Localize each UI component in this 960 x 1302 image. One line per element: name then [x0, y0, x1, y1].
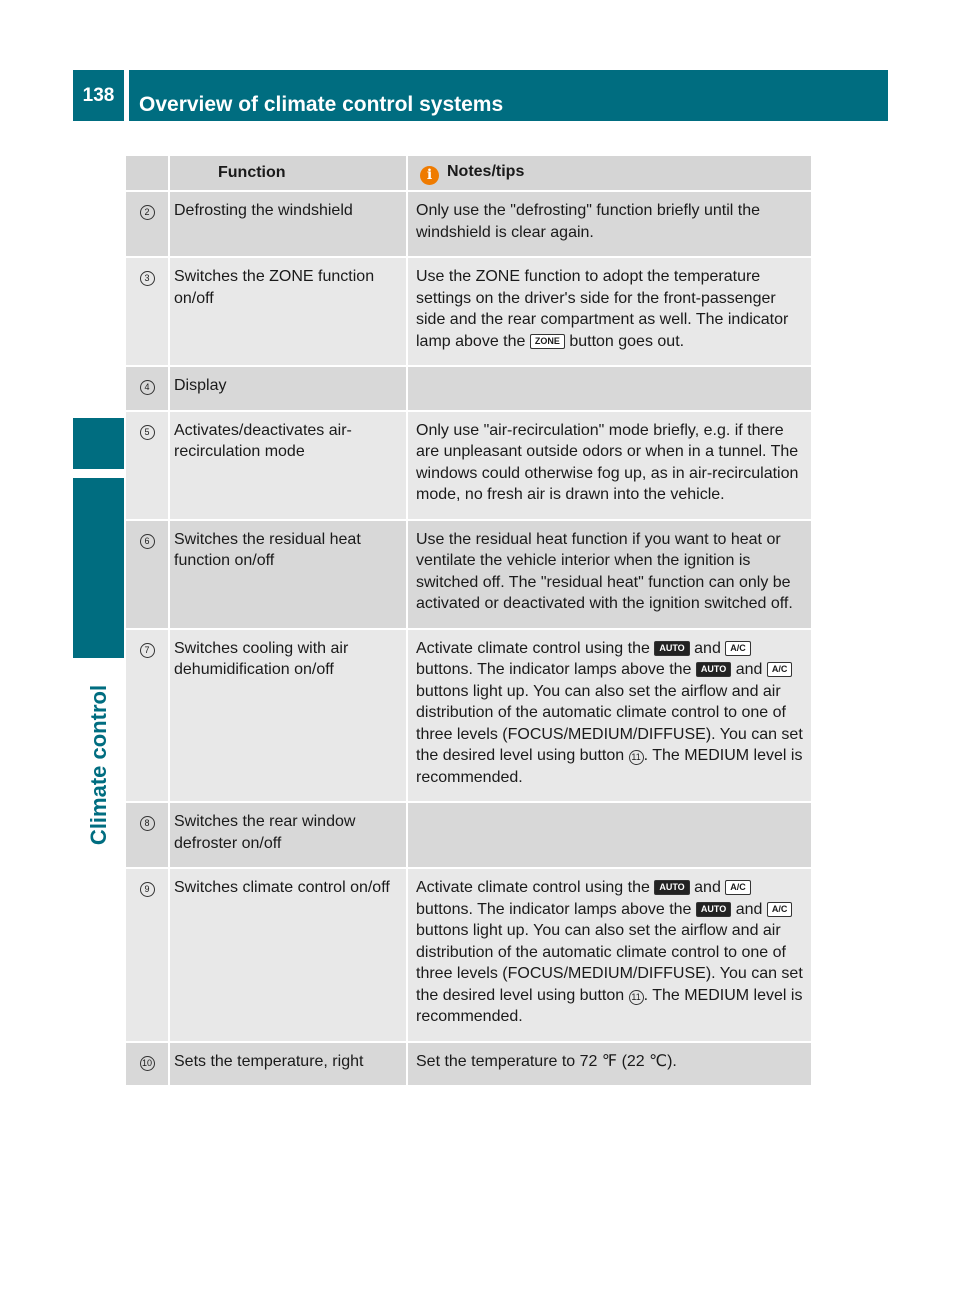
- callout-number-icon: 10: [140, 1056, 155, 1071]
- header-notes-label: Notes/tips: [447, 163, 525, 180]
- notes-text: Activate climate control using the: [416, 639, 650, 657]
- notes-text: and: [735, 900, 763, 918]
- callout-number-icon: 9: [140, 882, 155, 897]
- row-notes: Set the temperature to 72 ℉ (22 ℃).: [408, 1043, 811, 1088]
- callout-number-icon: 11: [629, 750, 644, 765]
- auto-button-icon: AUTO: [654, 880, 689, 895]
- notes-text: buttons light up. You can also set the airflow and air distribution of the automatic climate control to one of three levels (FOCUS/MEDIUM/DIFFUSE). You can set the desired level using button: [416, 922, 803, 1004]
- row-number: [126, 869, 170, 1043]
- row-function: Display: [170, 367, 408, 412]
- notes-text: Activate climate control using the: [416, 879, 650, 896]
- info-icon: i: [420, 166, 439, 185]
- notes-text: . The MEDIUM level is recommended.: [416, 747, 803, 786]
- page-header: [73, 70, 888, 121]
- row-notes: Only use "air-recirculation" mode briefly, e.g. if there are unpleasant outside odors or when in a tunnel. The windows could otherwise fog up, as in air-recirculation mode, no fresh air is drawn into the vehicle.: [408, 412, 811, 521]
- row-function: Switches the ZONE function on/off: [170, 258, 408, 367]
- table-row: [126, 869, 811, 1043]
- table-row: [126, 258, 811, 367]
- callout-number-icon: 6: [140, 534, 155, 549]
- row-number: [126, 412, 170, 521]
- auto-button-icon: AUTO: [654, 641, 689, 656]
- section-marker: [73, 418, 124, 469]
- callout-number-icon: 5: [140, 425, 155, 440]
- notes-text: buttons light up. You can also set the airflow and air distribution of the automatic climate control to one of three levels (FOCUS/MEDIUM/DIFFUSE). You can set the desired level using button: [416, 682, 803, 764]
- row-function: Activates/deactivates air-recirculation mode: [170, 412, 408, 521]
- page-title: Overview of climate control systems: [139, 93, 504, 116]
- row-function: Switches the rear window defroster on/off: [170, 803, 408, 869]
- zone-button-icon: ZONE: [530, 334, 565, 349]
- row-function: Switches cooling with air dehumidification on/off: [170, 630, 408, 804]
- row-number: [126, 258, 170, 367]
- callout-number-icon: 7: [140, 643, 155, 658]
- notes-text: buttons. The indicator lamps above the: [416, 661, 692, 678]
- callout-number-icon: 3: [140, 271, 155, 286]
- header-function: Function: [170, 156, 408, 192]
- row-notes: [408, 803, 811, 869]
- notes-text: and: [694, 639, 721, 657]
- table-row: [126, 412, 811, 521]
- ac-button-icon: A/C: [767, 902, 793, 917]
- row-notes: Use the residual heat function if you want to heat or ventilate the vehicle interior when the ignition is switched off. The "residual heat" function can only be activated or deactivated with the ignition switched off.: [408, 521, 811, 630]
- title-bar: [129, 70, 888, 121]
- notes-text: buttons. The indicator lamps above the: [416, 900, 692, 918]
- section-label: [74, 670, 124, 860]
- notes-text: and: [694, 879, 721, 896]
- row-notes: [408, 367, 811, 412]
- callout-number-icon: 11: [629, 990, 644, 1005]
- ac-button-icon: A/C: [725, 641, 751, 656]
- row-notes: [408, 630, 811, 804]
- row-notes: [408, 869, 811, 1043]
- row-number: [126, 367, 170, 412]
- row-function: Defrosting the windshield: [170, 192, 408, 258]
- table-row: [126, 367, 811, 412]
- row-notes: Only use the "defrosting" function briefly until the windshield is clear again.: [408, 192, 811, 258]
- page-number: 138: [73, 70, 124, 121]
- notes-text: button goes out.: [569, 332, 685, 350]
- section-label-text: Climate control: [86, 684, 111, 846]
- table-row: [126, 803, 811, 869]
- row-number: [126, 1043, 170, 1088]
- table-row: [126, 521, 811, 630]
- row-number: [126, 521, 170, 630]
- table-row: [126, 630, 811, 804]
- callout-number-icon: 2: [140, 205, 155, 220]
- callout-number-icon: 4: [140, 380, 155, 395]
- section-tab: [73, 478, 124, 658]
- table-header-row: [126, 156, 811, 192]
- row-function: Switches the residual heat function on/off: [170, 521, 408, 630]
- climate-functions-table: [126, 156, 811, 1087]
- auto-button-icon: AUTO: [696, 902, 731, 917]
- row-number: [126, 630, 170, 804]
- callout-number-icon: 8: [140, 816, 155, 831]
- auto-button-icon: AUTO: [696, 662, 731, 677]
- row-notes: [408, 258, 811, 367]
- notes-text: Use the ZONE function to adopt the temperature settings on the driver's side for the front-passenger side and the rear compartment as well. The indicator lamp above the: [416, 268, 789, 350]
- table-row: [126, 1043, 811, 1088]
- notes-text: . The MEDIUM level is recommended.: [416, 986, 803, 1025]
- header-num-cell: [126, 156, 170, 192]
- notes-text: and: [735, 661, 763, 678]
- table-row: [126, 192, 811, 258]
- header-notes: [408, 156, 811, 192]
- row-number: [126, 192, 170, 258]
- row-function: Switches climate control on/off: [170, 869, 408, 1043]
- row-number: [126, 803, 170, 869]
- ac-button-icon: A/C: [767, 662, 793, 677]
- ac-button-icon: A/C: [725, 880, 751, 895]
- row-function: Sets the temperature, right: [170, 1043, 408, 1088]
